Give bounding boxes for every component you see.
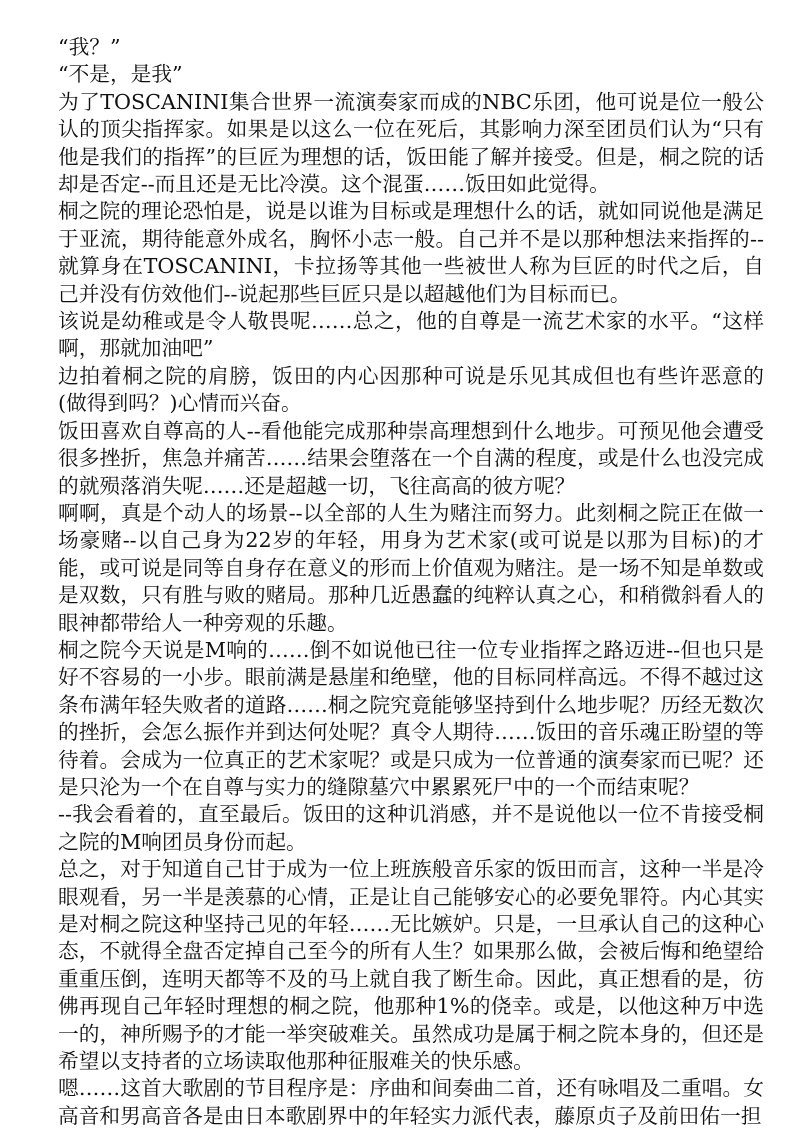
document-page — [58, 34, 764, 1128]
paragraph-ideals: 饭田喜欢自尊高的人--看他能完成那种崇高理想到什么地步。可预见他会遭受很多挫折，焦急并痛苦……结果会堕落在一个自满的程度，或是什么也没完成的就殒落消失呢……还是超越一切，飞往高高的彼方呢？ — [58, 418, 764, 498]
paragraph-gamble: 啊啊，真是个动人的场景--以全部的人生为赌注而努力。此刻桐之院正在做一场豪赌--以自己身为22岁的年轻，用身为艺术家(或可说是以那为目标)的才能，或可说是同等自身存在意义的形而上价值观为赌注。是一场不知是单数或是双数，只有胜与败的赌局。那种几近愚蠢的纯粹认真之心，和稍微斜看人的眼神都带给人一种旁观的乐趣。 — [58, 500, 764, 635]
paragraph-watch: --我会看着的，直至最后。饭田的这种讥消感，并不是说他以一位不肯接受桐之院的M响团员身份而起。 — [58, 802, 764, 854]
dialogue-line-1: “我？” — [58, 35, 121, 59]
paragraph-program: 嗯……这首大歌剧的节目程序是：序曲和间奏曲二首，还有咏唱及二重唱。女高音和男高音各是由日本歌剧界中的年轻实力派代表，藤原贞子及前田佑一担 — [58, 1076, 764, 1128]
paragraph-shoulder: 边拍着桐之院的肩膀，饭田的内心因那种可说是乐见其成但也有些许恶意的(做得到吗？)心情而兴奋。 — [58, 363, 764, 416]
dialogue-line-2: “不是，是我” — [58, 62, 183, 87]
paragraph-theory: 桐之院的理论恐怕是，说是以谁为目标或是理想什么的话，就如同说他是满足于亚流，期待能意外成名，胸怀小志一般。自己并不是以那种想法来指挥的--就算身在TOSCANINI，卡拉扬等其他一些被世人称为巨匠的时代之后，自己并没有仿效他们--说起那些巨匠只是以超越他们为目标而已。 — [58, 199, 764, 306]
paragraph-pride: 该说是幼稚或是令人敬畏呢……总之，他的自尊是一流艺术家的水平。“这样啊，那就加油吧” — [58, 309, 764, 361]
paragraph-toscanini: 为了TOSCANINI集合世界一流演奏家而成的NBC乐团，他可说是位一般公认的顶尖指挥家。如果是以这么一位在死后，其影响力深至团员们认为“只有他是我们的指挥”的巨匠为理想的话，饭田能了解并接受。但是，桐之院的话却是否定--而且还是无比冷漠。这个混蛋……饭田如此觉得。 — [58, 89, 764, 197]
paragraph-envy: 总之，对于知道自己甘于成为一位上班族般音乐家的饭田而言，这种一半是冷眼观看，另一半是羡慕的心情，正是让自己能够安心的必要免罪符。内心其实是对桐之院这种坚持己见的年轻……无比嫉妒。只是，一旦承认自己的这种心态，不就得全盘否定掉自己至今的所有人生？如果那么做，会被后悔和绝望给重重压倒，连明天都等不及的马上就自我了断生命。因此，真正想看的是，彷佛再现自己年轻时理想的桐之院，他那种1%的侥幸。或是，以他这种万中选一的，神所赐予的才能一举突破难关。虽然成功是属于桐之院本身的，但还是希望以支持者的立场读取他那种征服难关的快乐感。 — [58, 857, 764, 1074]
paragraph-path: 桐之院今天说是M响的……倒不如说他已往一位专业指挥之路迈进--但也只是好不容易的一小步。眼前满是悬崖和绝壁，他的目标同样高远。不得不越过这条布满年轻失败者的道路……桐之院究竟能够坚持到什么地步呢？历经无数次的挫折，会怎么振作并到达何处呢？真令人期待……饭田的音乐魂正盼望的等待着。会成为一位真正的艺术家呢？或是只成为一位普通的演奏家而已呢？还是只沦为一个在自尊与实力的缝隙墓穴中累累死尸中的一个而结束呢？ — [58, 637, 764, 799]
